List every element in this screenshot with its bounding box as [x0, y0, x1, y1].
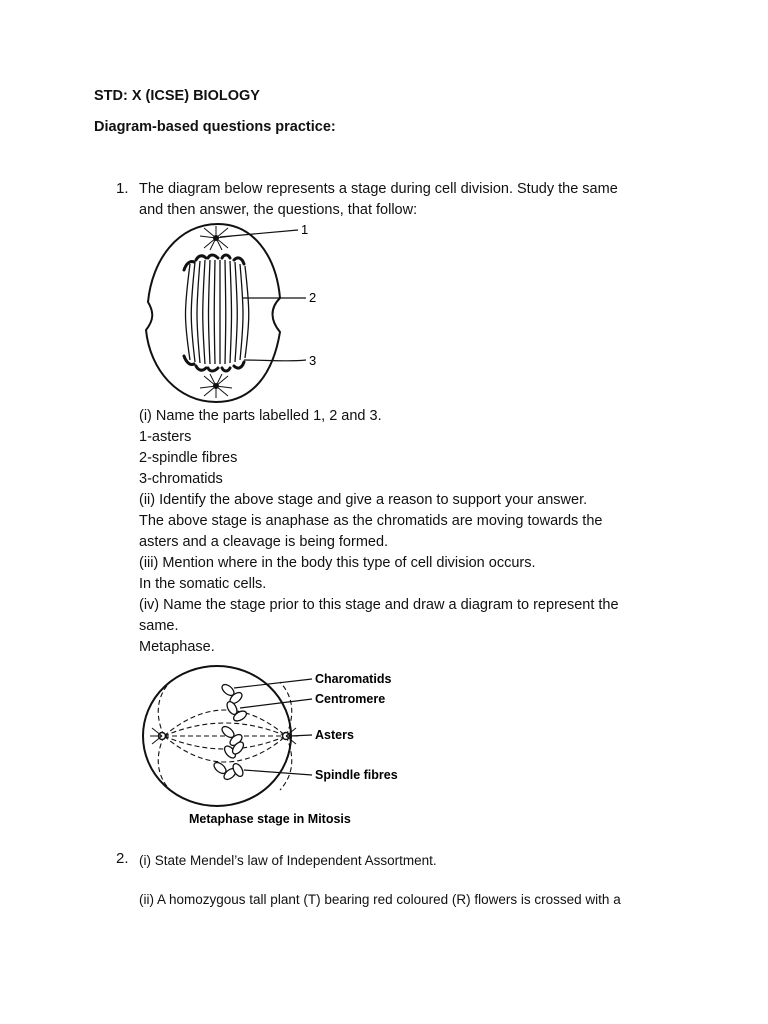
- answer-line: (iv) Name the stage prior to this stage and draw a diagram to represent the: [139, 597, 619, 613]
- label-asters: Asters: [315, 728, 354, 742]
- answer-line: 1-asters: [139, 429, 192, 445]
- chromosomes: [212, 682, 248, 781]
- bottom-aster: [200, 374, 232, 398]
- question-1-number: 1.: [116, 180, 129, 197]
- page-subtitle: Diagram-based questions practice:: [94, 119, 336, 135]
- page-title: STD: X (ICSE) BIOLOGY: [94, 88, 260, 104]
- answer-line: Metaphase.: [139, 639, 215, 655]
- metaphase-diagram: [140, 664, 410, 830]
- answer-line: asters and a cleavage is being formed.: [139, 534, 389, 550]
- question-1-answers: [139, 406, 669, 658]
- left-aster: [150, 728, 166, 744]
- top-aster: [200, 226, 232, 250]
- question-2-line-2: [139, 889, 669, 910]
- question-line: (i) State Mendel’s law of Independent Assortment.: [139, 853, 437, 868]
- prompt-line: and then answer, the questions, that follow:: [139, 202, 418, 218]
- diagram1-label-1: 1: [301, 222, 309, 237]
- label-spindle-fibres: Spindle fibres: [315, 768, 398, 782]
- anaphase-diagram: [138, 220, 338, 406]
- diagram1-label-3: 3: [309, 353, 317, 368]
- answer-line: (i) Name the parts labelled 1, 2 and 3.: [139, 408, 382, 424]
- answer-line: (iii) Mention where in the body this type of cell division occurs.: [139, 555, 536, 571]
- answer-line: In the somatic cells.: [139, 576, 267, 592]
- question-2-number: 2.: [116, 850, 129, 867]
- diagram1-label-2: 2: [309, 290, 317, 305]
- question-1-prompt: [139, 179, 669, 221]
- prompt-line: The diagram below represents a stage during cell division. Study the same: [139, 181, 618, 197]
- answer-line: same.: [139, 618, 179, 634]
- question-line: (ii) A homozygous tall plant (T) bearing red coloured (R) flowers is crossed with a: [139, 892, 621, 907]
- answer-line: (ii) Identify the above stage and give a reason to support your answer.: [139, 492, 588, 508]
- answer-line: 3-chromatids: [139, 471, 223, 487]
- diagram-caption: Metaphase stage in Mitosis: [189, 812, 351, 826]
- label-chromatids: Charomatids: [315, 672, 392, 686]
- answer-line: The above stage is anaphase as the chromatids are moving towards the: [139, 513, 603, 529]
- label-centromere: Centromere: [315, 692, 386, 706]
- answer-line: 2-spindle fibres: [139, 450, 238, 466]
- question-2-line-1: [139, 850, 669, 871]
- spindle-fibres: [186, 260, 249, 364]
- cell-membrane: [146, 224, 280, 402]
